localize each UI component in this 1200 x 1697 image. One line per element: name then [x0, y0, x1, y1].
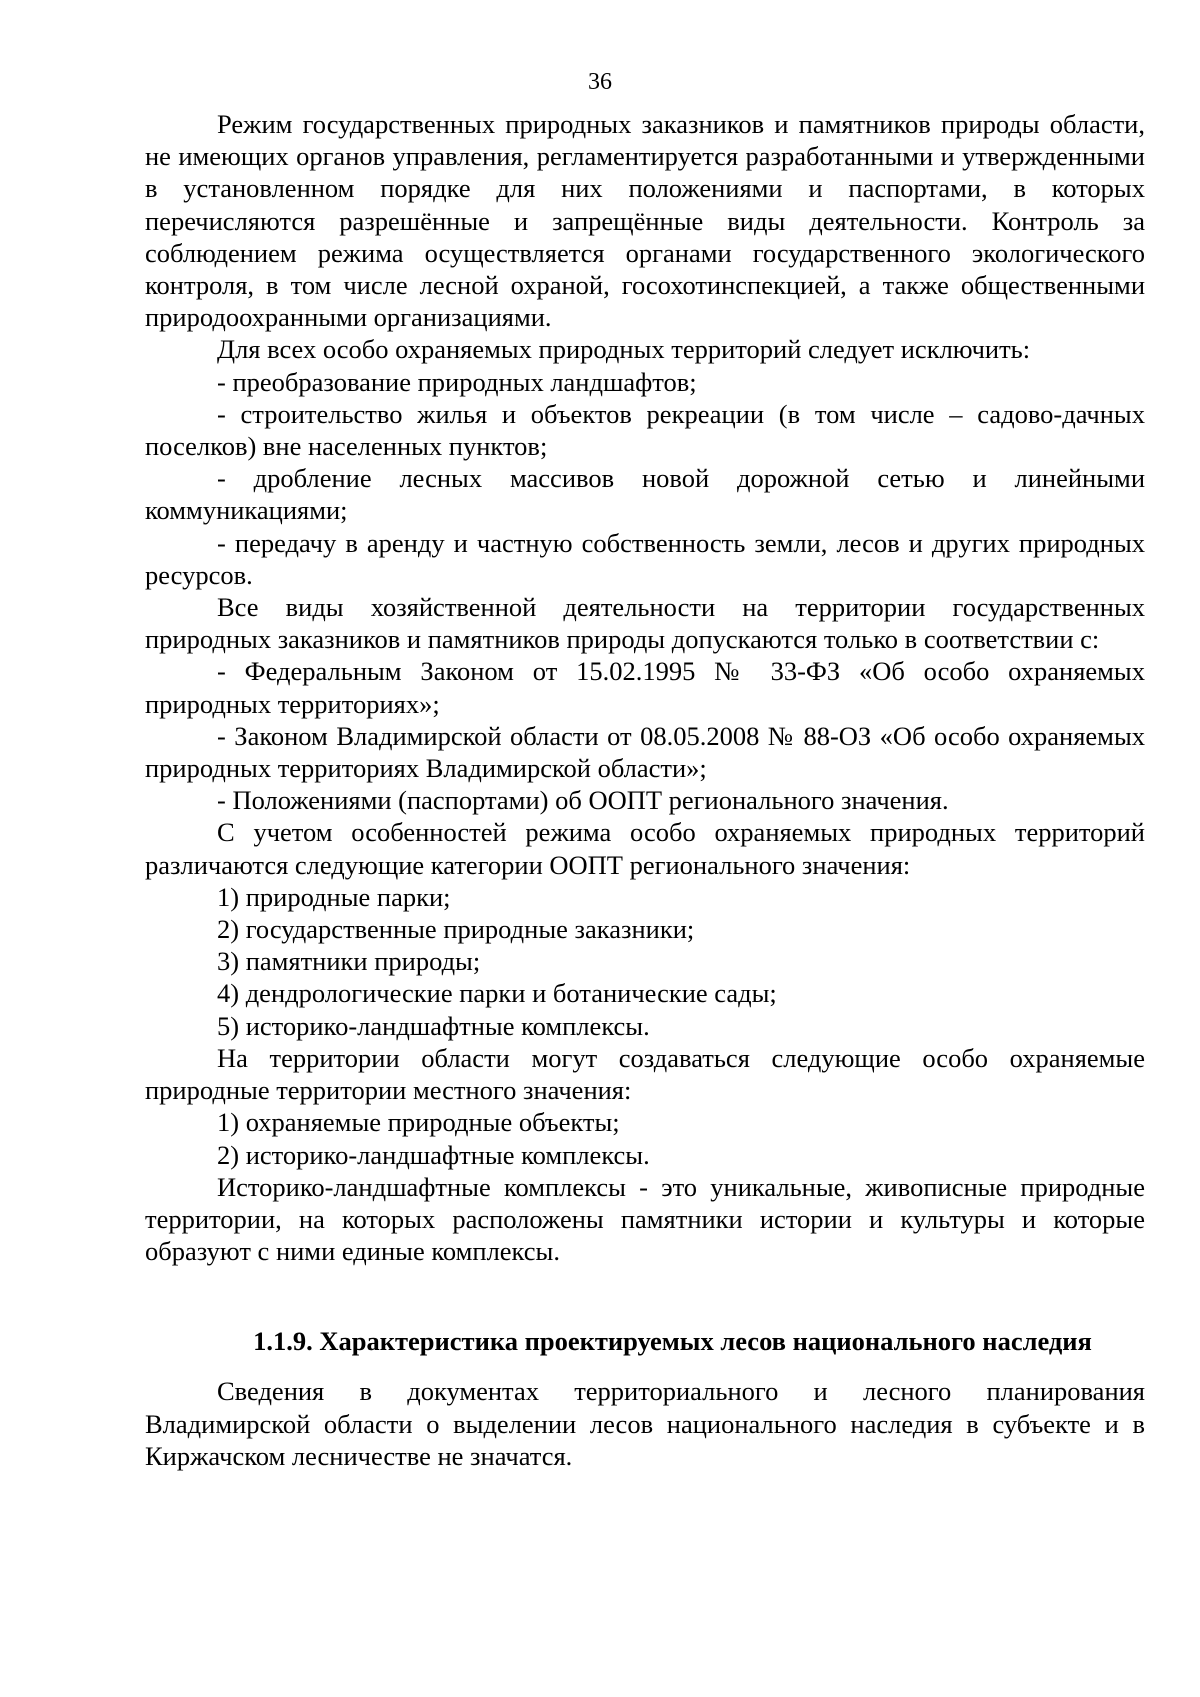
list-item: - преобразование природных ландшафтов;	[217, 366, 697, 397]
paragraph: Все виды хозяйственной деятельности на территории государственных природных заказников и памятников природы допускаются только в соответствии с:	[145, 592, 1145, 655]
list-item: 2) историко-ландшафтные комплексы.	[217, 1139, 650, 1170]
paragraph: С учетом особенностей режима особо охраняемых природных территорий различаются следующие категории ООПТ регионального значения:	[145, 817, 1145, 880]
paragraph: Сведения в документах территориального и лесного планирования Владимирской области о выделении лесов национального наследия в субъекте и в Киржачском лесничестве не значатся.	[145, 1376, 1145, 1471]
list-item: - Положениями (паспортами) об ООПТ регионального значения.	[217, 785, 949, 816]
list-item: - передачу в аренду и частную собственность земли, лесов и других природных ресурсов.	[145, 527, 1145, 590]
list-item: 4) дендрологические парки и ботанические сады;	[217, 978, 777, 1009]
list-item: - дробление лесных массивов новой дорожной сетью и линейными коммуникациями;	[145, 463, 1145, 526]
list-item: - Федеральным Законом от 15.02.1995 № 33-ФЗ «Об особо охраняемых природных территориях»;	[145, 656, 1145, 719]
document-body	[145, 108, 1145, 1472]
page-number: 36	[588, 69, 612, 95]
paragraph: Для всех особо охраняемых природных территорий следует исключить:	[217, 334, 1031, 365]
paragraph: Режим государственных природных заказников и памятников природы области, не имеющих органов управления, регламентируется разработанными и утвержденными в установленном порядке для них положениями и паспортами, в которых перечисляются разрешённые и запрещённые виды деятельности. Контроль за соблюдением режима осуществляется органами государственного экологического контроля, в том числе лесной охраной, госохотинспекцией, а также общественными природоохранными организациями.	[145, 109, 1145, 333]
paragraph: Историко-ландшафтные комплексы - это уникальные, живописные природные территории, на которых расположены памятники истории и культуры и которые образуют с ними единые комплексы.	[145, 1171, 1145, 1267]
list-item: 3) памятники природы;	[217, 946, 481, 977]
list-item: 5) историко-ландшафтные комплексы.	[217, 1010, 650, 1041]
list-item: 2) государственные природные заказники;	[217, 914, 695, 945]
section-heading: 1.1.9. Характеристика проектируемых лесов национального наследия	[253, 1326, 1092, 1357]
list-item: - строительство жилья и объектов рекреации (в том числе – садово-дачных поселков) вне населенных пунктов;	[145, 398, 1145, 462]
list-item: 1) охраняемые природные объекты;	[217, 1107, 620, 1138]
paragraph: На территории области могут создаваться следующие особо охраняемые природные территории местного значения:	[145, 1042, 1145, 1106]
list-item: - Законом Владимирской области от 08.05.2008 № 88-ОЗ «Об особо охраняемых природных территориях Владимирской области»;	[145, 720, 1145, 784]
list-item: 1) природные парки;	[217, 881, 451, 912]
